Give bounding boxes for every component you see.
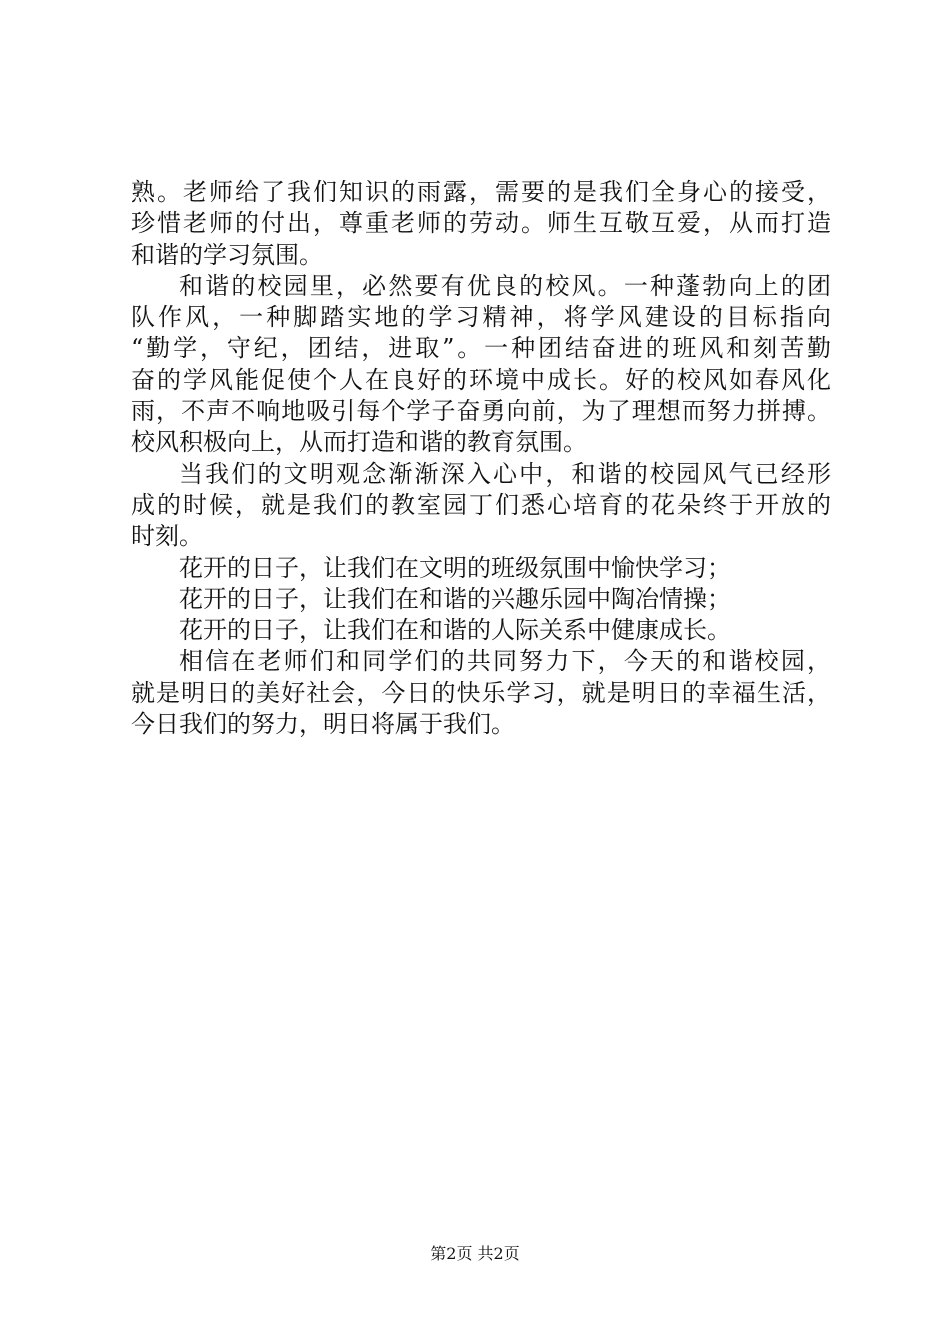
text-line: 当我们的文明观念渐渐深入心中，和谐的校园风气已经形	[179, 459, 831, 488]
text-line: 和谐的校园里，必然要有优良的校风。一种蓬勃向上的团	[179, 271, 831, 300]
text-line: 雨，不声不响地吸引每个学子奋勇向前，为了理想而努力拼搏。	[131, 397, 831, 426]
text-line: 成的时候，就是我们的教室园丁们悉心培育的花朵终于开放的	[131, 490, 831, 519]
body-text	[131, 177, 831, 740]
text-line: 花开的日子，让我们在和谐的人际关系中健康成长。	[179, 616, 731, 645]
text-line: “勤学，守纪，团结，进取”。一种团结奋进的班风和刻苦勤	[131, 334, 831, 363]
text-line: 和谐的学习氛围。	[131, 240, 323, 269]
text-line: 奋的学风能促使个人在良好的环境中成长。好的校风如春风化	[131, 365, 831, 394]
text-line: 校风积极向上，从而打造和谐的教育氛围。	[131, 428, 587, 457]
text-line: 珍惜老师的付出，尊重老师的劳动。师生互敬互爱，从而打造	[131, 209, 831, 238]
text-line: 花开的日子，让我们在文明的班级氛围中愉快学习；	[179, 553, 731, 582]
page-footer: 第2页 共2页	[430, 1244, 520, 1263]
text-line: 就是明日的美好社会，今日的快乐学习，就是明日的幸福生活，	[131, 678, 831, 707]
text-line: 队作风，一种脚踏实地的学习精神，将学风建设的目标指向	[131, 303, 831, 332]
text-line: 相信在老师们和同学们的共同努力下，今天的和谐校园，	[179, 647, 831, 676]
text-line: 今日我们的努力，明日将属于我们。	[131, 710, 515, 739]
text-line: 花开的日子，让我们在和谐的兴趣乐园中陶冶情操；	[179, 584, 731, 613]
text-line: 熟。老师给了我们知识的雨露，需要的是我们全身心的接受，	[131, 178, 831, 206]
text-line: 时刻。	[131, 522, 203, 551]
